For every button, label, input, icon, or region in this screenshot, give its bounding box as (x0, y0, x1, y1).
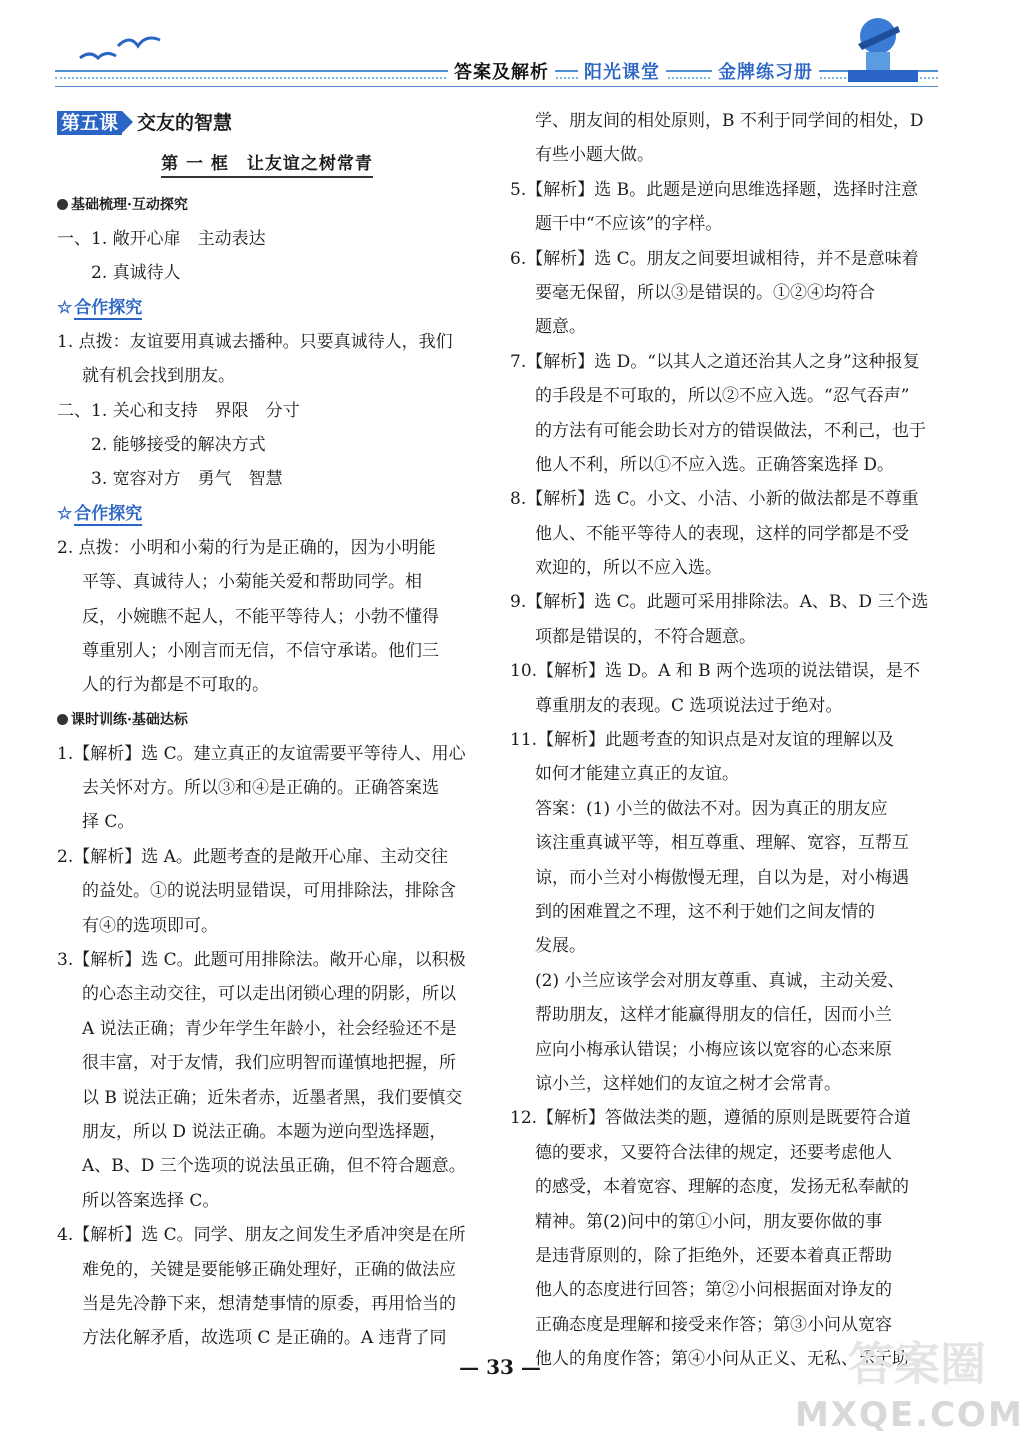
subheading-label: 合作探究 (74, 503, 143, 524)
text-line: 谅小兰，这样她们的友谊之树才会常青。 (535, 1073, 841, 1094)
header-title-answers: 答案及解析 (448, 58, 555, 84)
star-icon: ☆ (57, 297, 73, 318)
text-line: 他人、不能平等待人的表现，这样的同学都是不受 (535, 523, 909, 544)
text-line: 6.【解析】选 C。朋友之间要坦诚相待，并不是意味着 (510, 248, 919, 269)
text-line: 很丰富，对于友情，我们应明智而谨慎地把握，所 (82, 1053, 456, 1074)
text-line: 1.【解析】选 C。建立真正的友谊需要平等待人、用心 (57, 743, 466, 764)
text-line: 11.【解析】此题考查的知识点是对友谊的理解以及 (510, 730, 895, 751)
text-line: 以 B 说法正确；近朱者赤，近墨者黑，我们要慎交 (82, 1087, 463, 1108)
text-line: (2) 小兰应该学会对朋友尊重、真诚，主动关爱、 (535, 970, 905, 991)
text-line: 的心态主动交往，可以走出闭锁心理的阴影，所以 (82, 984, 456, 1005)
text-line: 就有机会找到朋友。 (82, 366, 235, 387)
text-line: 2. 能够接受的解决方式 (91, 434, 266, 455)
text-line: 的感受，本着宽容、理解的态度，发扬无私奉献的 (535, 1177, 909, 1198)
text-line: 学、朋友间的相处原则，B 不利于同学间的相处，D (535, 111, 924, 131)
text-line: 题意。 (535, 317, 586, 338)
chevron-right-icon (122, 111, 133, 133)
text-line: 发展。 (535, 936, 586, 957)
text-line: 项都是错误的，不符合题意。 (535, 626, 756, 647)
text-line: 他人的角度作答；第④小问从正义、无私、乐于助 (535, 1349, 909, 1370)
text-line: 10.【解析】选 D。A 和 B 两个选项的说法错误，是不 (510, 661, 921, 682)
text-line: 是违背原则的，除了拒绝外，还要本着真正帮助 (535, 1245, 892, 1266)
category-label: 基础梳理·互动探究 (71, 197, 188, 213)
star-icon: ☆ (57, 503, 73, 524)
bullet-icon (57, 714, 68, 725)
text-line: 谅，而小兰对小梅傲慢无理，自以为是，对小梅遇 (535, 867, 909, 888)
right-text-lines (510, 104, 930, 1376)
category-heading (57, 703, 477, 737)
text-line: 1. 点拨：友谊要用真诚去播种。只要真诚待人，我们 (57, 331, 453, 352)
text-line: 精神。第(2)问中的第①小问，朋友要你做的事 (535, 1211, 883, 1232)
text-line: 尊重别人；小刚言而无信，不信守承诺。他们三 (82, 640, 439, 661)
text-line: 有④的选项即可。 (82, 915, 218, 936)
lesson-heading (57, 106, 477, 144)
page-number: — 33 — (459, 1355, 541, 1379)
text-line: 他人不利，所以①不应入选。正确答案选择 D。 (535, 454, 895, 475)
text-line: 欢迎的，所以不应入选。 (535, 558, 722, 579)
subheading (57, 291, 477, 325)
text-line: 正确态度是理解和接受来作答；第③小问从宽容 (535, 1314, 892, 1335)
text-line: 的益处。①的说法明显错误，可用排除法，排除含 (82, 881, 456, 902)
text-line: 的方法有可能会助长对方的错误做法，不利己，也于 (535, 420, 926, 441)
watermark: MXQE.COM (795, 1395, 1024, 1435)
text-line: 3.【解析】选 C。此题可用排除法。敞开心扉，以积极 (57, 950, 466, 971)
text-line: 2.【解析】选 A。此题考查的是敞开心扉、主动交往 (57, 846, 448, 867)
text-line: 平等、真诚待人；小菊能关爱和帮助同学。相 (82, 572, 422, 593)
lesson-number: 第五课 (57, 111, 122, 135)
text-line: 7.【解析】选 D。“以其人之道还治其人之身”这种报复 (510, 351, 920, 372)
text-line: 要毫无保留，所以③是错误的。①②④均符合 (535, 282, 875, 303)
category-label: 课时训练·基础达标 (71, 711, 188, 728)
text-line: 去关怀对方。所以③和④是正确的。正确答案选 (82, 778, 439, 799)
text-line: 朋友，所以 D 说法正确。本题为逆向型选择题， (82, 1121, 447, 1142)
text-line: A 说法正确；青少年学生年龄小，社会经验还不是 (82, 1018, 457, 1039)
text-line: 一、1. 敞开心扉 主动表达 (57, 229, 266, 249)
text-line: 人的行为都是不可取的。 (82, 675, 269, 696)
text-line: 尊重朋友的表现。C 选项说法过于绝对。 (535, 695, 843, 716)
lesson-title: 交友的智慧 (137, 112, 233, 134)
text-line: 题干中“不应该”的字样。 (535, 214, 723, 235)
category-heading (57, 188, 477, 222)
text-line: 的手段是不可取的，所以②不应入选。“忍气吞声” (535, 386, 910, 407)
text-line: 他人的态度进行回答；第②小问根据面对诤友的 (535, 1280, 892, 1301)
text-line: 答案：(1) 小兰的做法不对。因为真正的朋友应 (535, 798, 888, 819)
text-line: 德的要求，又要符合法律的规定，还要考虑他人 (535, 1142, 892, 1163)
subheading (57, 497, 477, 531)
text-line: 该注重真诚平等，相互尊重、理解、宽容，互帮互 (535, 833, 909, 854)
left-text-lines (57, 188, 477, 1356)
text-line: 应向小梅承认错误；小梅应该以宽容的心态来原 (535, 1039, 892, 1060)
text-line: 择 C。 (82, 812, 135, 833)
observatory-icon (838, 10, 928, 85)
left-column (57, 104, 477, 1356)
text-line: 难免的，关键是要能够正确处理好，正确的做法应 (82, 1259, 456, 1280)
text-line: 二、1. 关心和支持 界限 分寸 (57, 400, 300, 421)
text-line: 12.【解析】答做法类的题，遵循的原则是既要符合道 (510, 1108, 912, 1129)
text-line: 反，小婉瞧不起人，不能平等待人；小勃不懂得 (82, 606, 439, 627)
text-line: 5.【解析】选 B。此题是逆向思维选择题，选择时注意 (510, 179, 919, 200)
text-line: 有些小题大做。 (535, 145, 654, 166)
header-title-book: 金牌练习册 (712, 58, 819, 84)
text-line: 当是先冷静下来，想清楚事情的原委，再用恰当的 (82, 1293, 456, 1314)
header-title-series: 阳光课堂 (578, 58, 666, 84)
bullet-icon (57, 199, 68, 210)
text-line: 2. 真诚待人 (91, 263, 181, 284)
birds-icon (78, 28, 168, 68)
text-line: 4.【解析】选 C。同学、朋友之间发生矛盾冲突是在所 (57, 1225, 466, 1246)
text-line: 9.【解析】选 C。此题可采用排除法。A、B、D 三个选 (510, 592, 929, 613)
page-header (0, 0, 1000, 100)
text-line: 到的困难置之不理，这不利于她们之间友情的 (535, 901, 875, 922)
text-line: 8.【解析】选 C。小文、小洁、小新的做法都是不尊重 (510, 489, 919, 510)
right-column (510, 104, 930, 1376)
text-line: 3. 宽容对方 勇气 智慧 (91, 469, 283, 490)
text-line: 如何才能建立真正的友谊。 (535, 764, 739, 785)
text-line: 2. 点拨：小明和小菊的行为是正确的，因为小明能 (57, 537, 436, 558)
section-title: 第 一 框 让友谊之树常青 (57, 144, 477, 188)
subheading-label: 合作探究 (74, 297, 143, 318)
text-line: 所以答案选择 C。 (82, 1190, 220, 1211)
text-line: 方法化解矛盾，故选项 C 是正确的。A 违背了同 (82, 1328, 447, 1349)
watermark-logo: 答案圈 (848, 1337, 986, 1391)
text-line: 帮助朋友，这样才能赢得朋友的信任，因而小兰 (535, 1005, 892, 1026)
text-line: A、B、D 三个选项的说法虽正确，但不符合题意。 (82, 1156, 466, 1177)
